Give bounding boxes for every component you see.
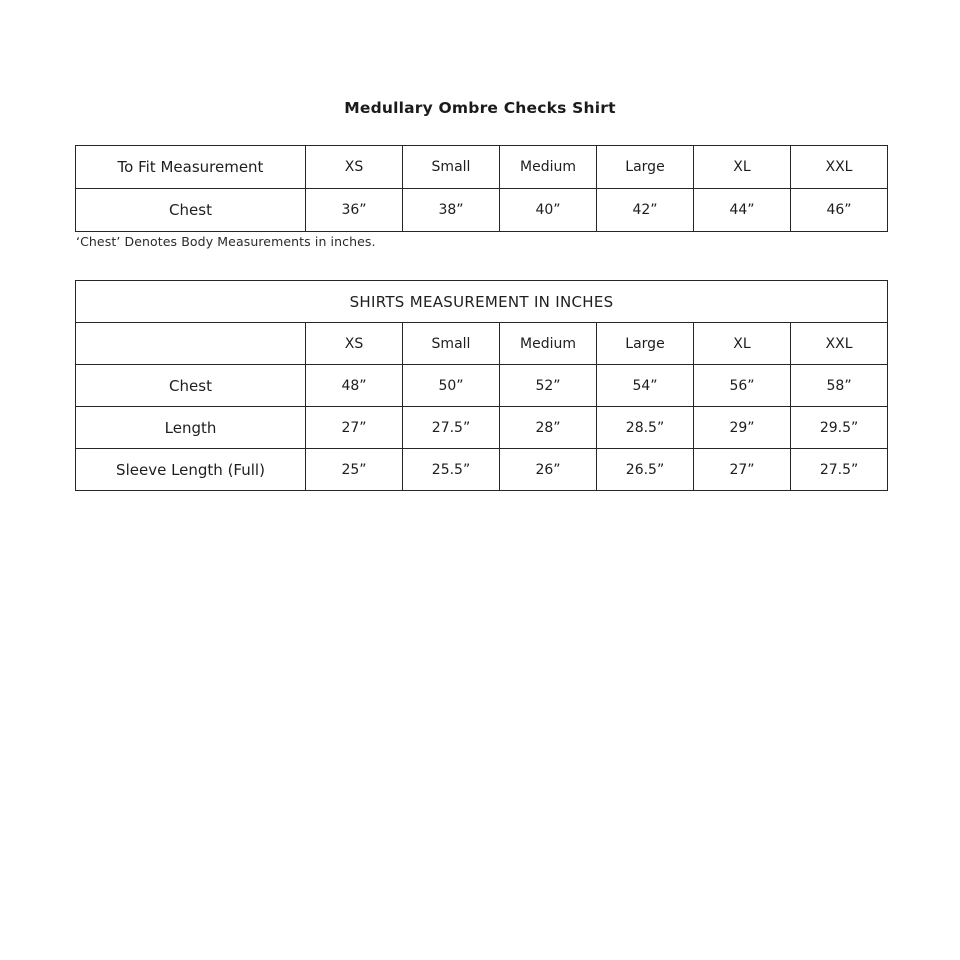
- size-header-large: Large: [597, 146, 694, 189]
- shirts-length-small: 27.5”: [403, 407, 500, 449]
- table-row: [76, 323, 888, 365]
- fit-chest-xxl: 46”: [791, 189, 888, 232]
- shirts-table-title: SHIRTS MEASUREMENT IN INCHES: [76, 281, 888, 323]
- shirts-size-header-small: Small: [403, 323, 500, 365]
- size-header-xs: XS: [306, 146, 403, 189]
- size-header-medium: Medium: [500, 146, 597, 189]
- shirts-size-header-medium: Medium: [500, 323, 597, 365]
- fit-chest-xl: 44”: [694, 189, 791, 232]
- page-title: Medullary Ombre Checks Shirt: [344, 99, 616, 117]
- shirts-length-large: 28.5”: [597, 407, 694, 449]
- chest-note: ‘Chest’ Denotes Body Measurements in inches.: [76, 234, 376, 249]
- shirts-chest-xs: 48”: [306, 365, 403, 407]
- shirts-length-medium: 28”: [500, 407, 597, 449]
- shirts-sleeve-xs: 25”: [306, 449, 403, 491]
- shirts-sleeve-medium: 26”: [500, 449, 597, 491]
- shirts-length-xl: 29”: [694, 407, 791, 449]
- shirts-sleeve-xxl: 27.5”: [791, 449, 888, 491]
- shirts-chest-xl: 56”: [694, 365, 791, 407]
- shirts-chest-large: 54”: [597, 365, 694, 407]
- shirts-chest-xxl: 58”: [791, 365, 888, 407]
- shirts-measurement-table: [75, 280, 888, 491]
- fit-chest-medium: 40”: [500, 189, 597, 232]
- fit-chest-small: 38”: [403, 189, 500, 232]
- shirts-chest-medium: 52”: [500, 365, 597, 407]
- table-row: [76, 365, 888, 407]
- shirts-size-header-xl: XL: [694, 323, 791, 365]
- shirts-sleeve-xl: 27”: [694, 449, 791, 491]
- fit-chest-large: 42”: [597, 189, 694, 232]
- shirts-sleeve-small: 25.5”: [403, 449, 500, 491]
- fit-table-header-label: To Fit Measurement: [76, 146, 306, 189]
- shirts-size-header-large: Large: [597, 323, 694, 365]
- size-header-xl: XL: [694, 146, 791, 189]
- table-row: [76, 189, 888, 232]
- fit-chest-xs: 36”: [306, 189, 403, 232]
- size-header-small: Small: [403, 146, 500, 189]
- shirts-row-label-length: Length: [76, 407, 306, 449]
- shirts-size-header-xxl: XXL: [791, 323, 888, 365]
- to-fit-measurement-table: [75, 145, 888, 232]
- table-row: [76, 281, 888, 323]
- shirts-sleeve-large: 26.5”: [597, 449, 694, 491]
- size-header-xxl: XXL: [791, 146, 888, 189]
- shirts-row-label-chest: Chest: [76, 365, 306, 407]
- empty-corner-cell: [76, 323, 306, 365]
- shirts-length-xxl: 29.5”: [791, 407, 888, 449]
- table-row: [76, 146, 888, 189]
- shirts-length-xs: 27”: [306, 407, 403, 449]
- table-row: [76, 407, 888, 449]
- table-row: [76, 449, 888, 491]
- shirts-size-header-xs: XS: [306, 323, 403, 365]
- shirts-row-label-sleeve-length: Sleeve Length (Full): [76, 449, 306, 491]
- fit-row-label-chest: Chest: [76, 189, 306, 232]
- shirts-chest-small: 50”: [403, 365, 500, 407]
